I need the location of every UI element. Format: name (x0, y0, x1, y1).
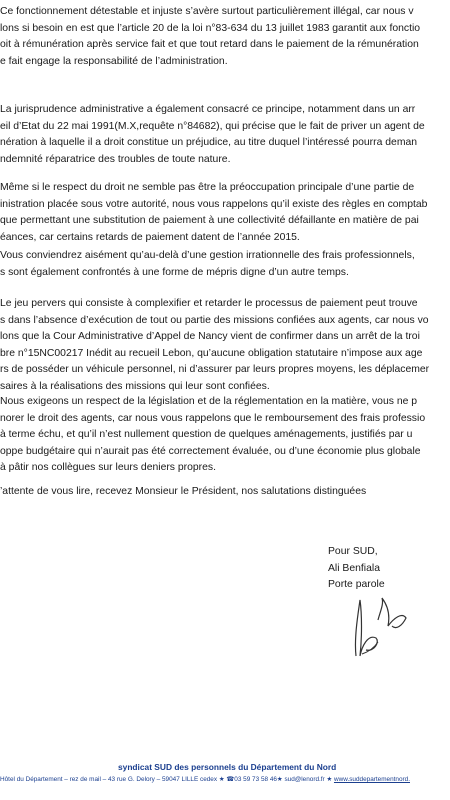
signature-line: Pour SUD, (328, 546, 378, 557)
text-line: ’attente de vous lire, recevez Monsieur le Président, nos salutations distinguées (0, 486, 367, 497)
text-line: Même si le respect du droit ne semble pas être la préoccupation principale d’une partie de (0, 182, 415, 193)
text-line: Vous conviendrez aisément qu’au-delà d’une gestion irrationnelle des frais professionnels, (0, 250, 415, 261)
text-line: lons si besoin en est que l’article 20 de la loi n°83-634 du 13 juillet 1983 garantit aux fonctio (0, 22, 421, 34)
handwritten-signature (318, 586, 428, 676)
text-line: rs de posséder un véhicule personnel, ni d’assurer par leurs propres moyens, les déplacemer (0, 364, 430, 375)
text-line: à pâtir nos collègues sur leurs deniers propres. (0, 462, 217, 473)
text-line: oppe budgétaire qui n’aurait pas été correctement évaluée, ou d’une économie plus globale (0, 445, 421, 457)
text-line: oit à rémunération après service fait et que tout retard dans le paiement de la rémunération (0, 39, 419, 50)
text-line: saires à la réalisations des missions qui leur sont confiées. (0, 380, 270, 392)
text-line: lons que la Cour Administrative d’Appel de Nancy vient de confirmer dans un arrêt de la troi (0, 331, 420, 342)
paragraph-6 (0, 394, 425, 477)
paragraph-2 (0, 102, 425, 168)
text-line: Ce fonctionnement détestable et injuste s’avère surtout particulièrement illégal, car nous v (0, 6, 414, 17)
text-line: s dans l’absence d’exécution de tout ou partie des missions confiées aux agents, car nous vo (0, 314, 429, 326)
footer-website-link[interactable]: www.suddepartementnord. (333, 776, 410, 783)
text-line: Le jeu pervers qui consiste à complexifier et retarder le processus de paiement peut trouve (0, 298, 418, 309)
paragraph-3 (0, 180, 427, 246)
text-line: que permettant une substitution de paiement à une collectivité défaillante en matière de pai (0, 215, 419, 226)
signature-line: Ali Benfiala (328, 562, 380, 574)
footer-title: syndicat SUD des personnels du Département du Nord (118, 762, 337, 772)
closing-paragraph (0, 484, 366, 501)
text-line: à terme échu, et qu’il n’est nullement question de quelques aménagements, justifiés par u (0, 429, 413, 440)
text-line: éances, car certains retards de paiement datent de l’année 2015. (0, 231, 300, 243)
text-line: nération à laquelle il a droit constitue un préjudice, au titre duquel l’intéressé pourra deman (0, 137, 418, 148)
paragraph-1 (0, 4, 420, 70)
text-line: La jurisprudence administrative a également consacré ce principe, notamment dans un arr (0, 104, 416, 115)
paragraph-4 (0, 248, 415, 281)
text-line: ndemnité réparatrice des troubles de toute nature. (0, 153, 231, 165)
text-line: Nous exigeons un respect de la législation et de la réglementation en la matière, vous ne p (0, 396, 418, 407)
text-line: norer le droit des agents, car nous vous rappelons que le remboursement des frais professio (0, 412, 426, 424)
paragraph-5 (0, 296, 429, 395)
text-line: eil d’Etat du 22 mai 1991(M.X,requête n°84682), qui précise que le fait de priver un agent de (0, 120, 425, 132)
text-line: bre n°15NC00217 Inédit au recueil Lebon, qu’aucune obligation statutaire n’impose aux age (0, 347, 423, 359)
text-line: inistration placée sous votre autorité, nous vous rappelons qu’il existe des règles en comptab (0, 198, 428, 210)
signature-line: Porte parole (328, 579, 385, 590)
footer-address-text: Hôtel du Département – rez de mail – 43 rue G. Delory – 59047 LILLE cedex ★ ☎03 59 73 58 46★ sud@lenord.fr ★ (0, 776, 334, 783)
text-line: e fait engage la responsabilité de l’administration. (0, 55, 228, 67)
text-line: s sont également confrontés à une forme de mépris digne d’un autre temps. (0, 266, 349, 278)
footer-address (0, 775, 410, 783)
